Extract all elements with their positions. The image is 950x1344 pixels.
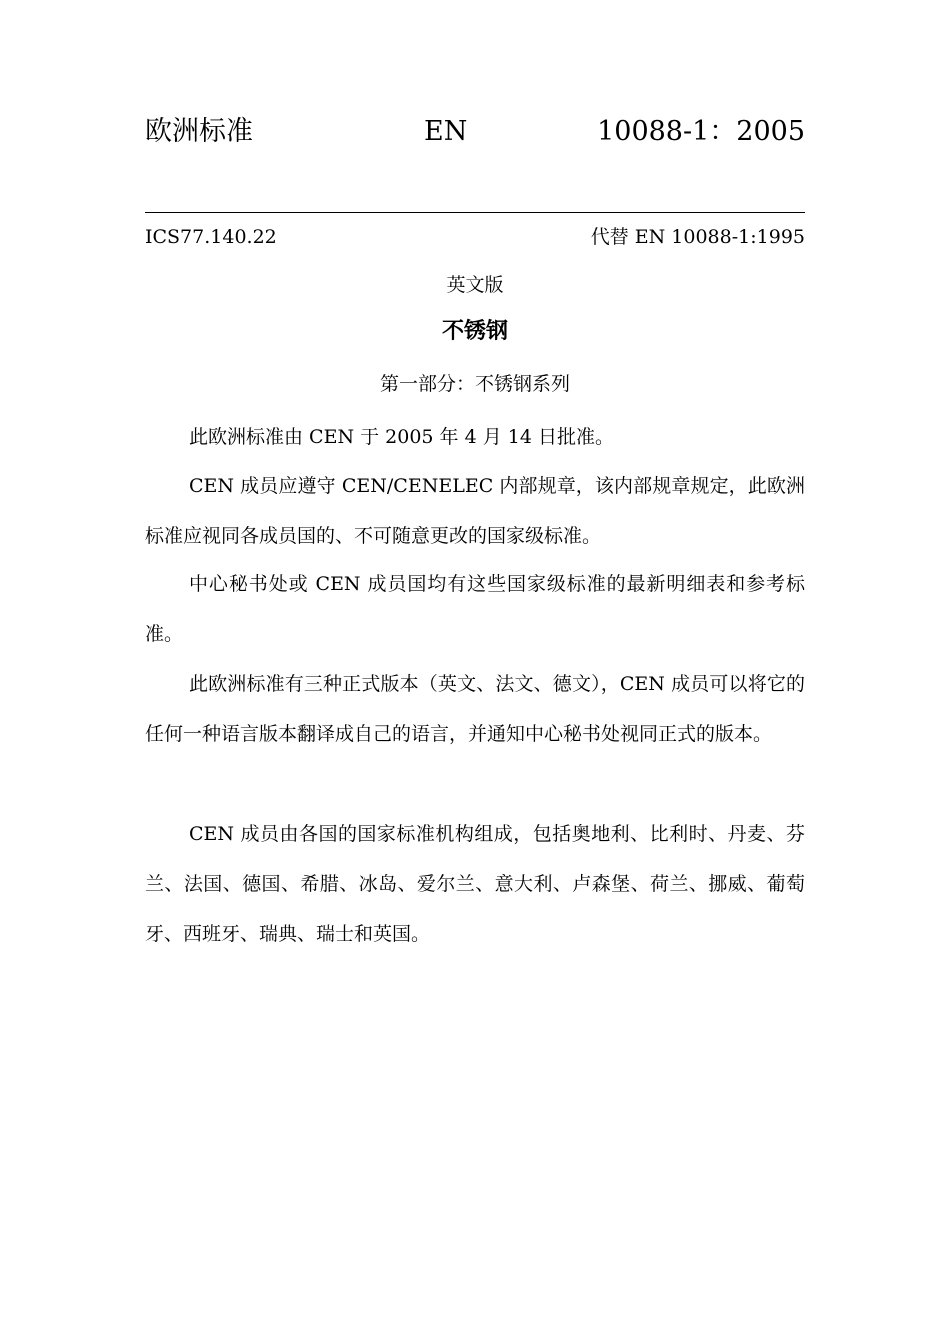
edition-label: 英文版 (446, 274, 504, 296)
standard-label: 欧洲标准 (145, 116, 253, 147)
paragraph-regulations: CEN 成员应遵守 CEN/CENELEC 内部规章，该内部规章规定，此欧洲标准应视同各成员国的、不可随意更改的国家级标准。 (145, 475, 805, 547)
paragraph-approval: 此欧洲标准由 CEN 于 2005 年 4 月 14 日批准。 (189, 426, 614, 448)
standard-number: 10088-1：2005 (597, 116, 805, 147)
ics-code: ICS77.140.22 (145, 226, 277, 248)
replaces-note: 代替 EN 10088-1:1995 (590, 226, 805, 248)
paragraph-versions: 此欧洲标准有三种正式版本（英文、法文、德文），CEN 成员可以将它的任何一种语言版本翻译成自己的语言，并通知中心秘书处视同正式的版本。 (145, 673, 805, 745)
paragraph-lists: 中心秘书处或 CEN 成员国均有这些国家级标准的最新明细表和参考标准。 (145, 573, 805, 645)
document-title: 不锈钢 (441, 319, 508, 344)
standard-prefix: EN (424, 116, 468, 147)
header-divider (145, 212, 805, 213)
document-subtitle: 第一部分：不锈钢系列 (379, 373, 570, 395)
paragraph-members: CEN 成员由各国的国家标准机构组成，包括奥地利、比利时、丹麦、芬兰、法国、德国、希腊、冰岛、爱尔兰、意大利、卢森堡、荷兰、挪威、葡萄牙、西班牙、瑞典、瑞士和英国。 (145, 823, 805, 945)
